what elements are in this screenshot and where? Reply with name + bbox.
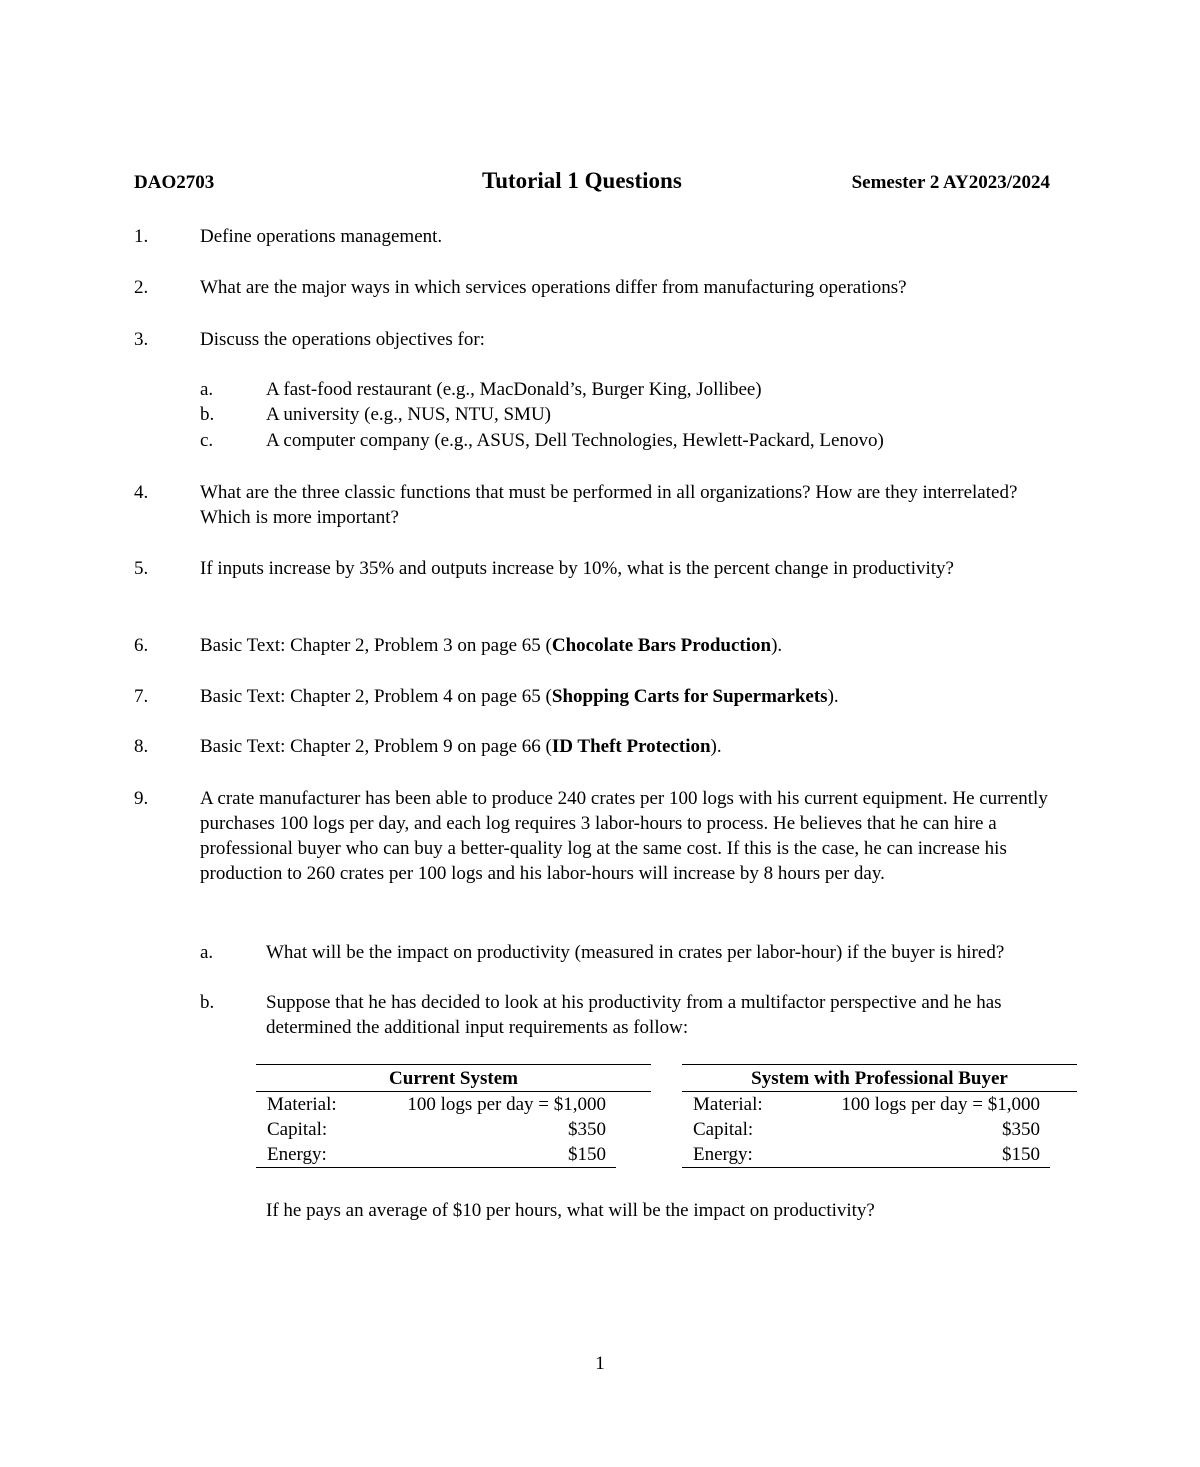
question-1 — [134, 224, 1074, 249]
row-value: $150 — [1002, 1144, 1040, 1165]
question-6 — [134, 633, 1074, 658]
question-number: 5. — [134, 558, 149, 579]
question-text — [200, 633, 1070, 658]
question-text-prefix: Basic Text: Chapter 2, Problem 3 on page 65 ( — [200, 635, 552, 656]
question-3b — [200, 402, 1080, 427]
question-number: 7. — [134, 686, 149, 707]
problem-title: Shopping Carts for Supermarkets — [551, 686, 828, 707]
row-value: $350 — [568, 1119, 606, 1140]
closing-question: If he pays an average of $10 per hours, what will be the impact on productivity? — [266, 1200, 875, 1221]
sub-letter: b. — [200, 992, 215, 1013]
row-value: $350 — [1002, 1119, 1040, 1140]
question-3 — [134, 327, 1074, 352]
row-value: 100 logs per day = $1,000 — [407, 1094, 606, 1115]
table-row — [682, 1092, 1050, 1117]
question-number: 8. — [134, 736, 149, 757]
problem-title: ID Theft Protection — [551, 736, 711, 757]
question-4 — [134, 480, 1074, 530]
question-text: What are the major ways in which services operations differ from manufacturing operations? — [200, 277, 907, 298]
table-title: System with Professional Buyer — [682, 1064, 1077, 1092]
question-text-prefix: Basic Text: Chapter 2, Problem 9 on page 66 ( — [200, 736, 552, 757]
question-text-suffix: ). — [827, 686, 839, 707]
row-label: Material: — [267, 1094, 337, 1115]
question-7 — [134, 684, 1074, 709]
question-text-suffix: ). — [771, 635, 783, 656]
table-row — [682, 1142, 1050, 1168]
sub-text: A university (e.g., NUS, NTU, SMU) — [266, 404, 551, 425]
question-text-suffix: ). — [710, 736, 722, 757]
table-row — [682, 1117, 1050, 1142]
professional-buyer-table — [682, 1064, 1077, 1168]
question-5 — [134, 556, 1074, 581]
question-text-prefix: Basic Text: Chapter 2, Problem 4 on page 65 ( — [200, 686, 552, 707]
question-number: 6. — [134, 635, 149, 656]
question-text: Define operations management. — [200, 226, 443, 247]
row-label: Energy: — [267, 1144, 327, 1165]
question-number: 2. — [134, 277, 149, 298]
sub-text: What will be the impact on productivity (measured in crates per labor-hour) if the buyer is hired? — [266, 942, 1005, 963]
current-system-table — [256, 1064, 651, 1168]
question-number: 4. — [134, 482, 149, 503]
question-number: 1. — [134, 226, 149, 247]
question-9b — [200, 990, 1080, 1040]
question-text: Discuss the operations objectives for: — [200, 329, 485, 350]
sub-text: Suppose that he has decided to look at his productivity from a multifactor perspective and he has determined the additional input requirements as follow: — [266, 992, 1002, 1038]
sub-letter: a. — [200, 379, 214, 400]
question-2 — [134, 275, 1074, 300]
question-text — [200, 734, 1070, 759]
table-row — [256, 1142, 616, 1168]
page-title: Tutorial 1 Questions — [482, 168, 682, 193]
page-number: 1 — [595, 1353, 605, 1374]
row-value: 100 logs per day = $1,000 — [841, 1094, 1040, 1115]
question-text: What are the three classic functions that must be performed in all organizations? How are they interrelated? Which is more important? — [200, 482, 1018, 528]
table-row — [256, 1117, 616, 1142]
question-9 — [134, 786, 1074, 886]
row-label: Material: — [693, 1094, 763, 1115]
sub-letter: a. — [200, 942, 214, 963]
row-label: Capital: — [267, 1119, 328, 1140]
question-number: 3. — [134, 329, 149, 350]
question-3c — [200, 428, 1080, 453]
sub-text: A computer company (e.g., ASUS, Dell Technologies, Hewlett-Packard, Lenovo) — [266, 430, 884, 451]
problem-title: Chocolate Bars Production — [551, 635, 772, 656]
table-title: Current System — [256, 1064, 651, 1092]
semester-label: Semester 2 AY2023/2024 — [851, 172, 1050, 193]
sub-text: A fast-food restaurant (e.g., MacDonald’s, Burger King, Jollibee) — [266, 379, 762, 400]
table-row — [256, 1092, 616, 1117]
question-9a — [200, 940, 1080, 965]
document-header — [134, 168, 1050, 200]
row-value: $150 — [568, 1144, 606, 1165]
question-text — [200, 684, 1070, 709]
question-8 — [134, 734, 1074, 759]
question-number: 9. — [134, 788, 149, 809]
question-3a — [200, 377, 1080, 402]
question-text: A crate manufacturer has been able to produce 240 crates per 100 logs with his current equipment. He currently purchases 100 logs per day, and each log requires 3 labor-hours to process. He believes that he can hire a professional buyer who can buy a better-quality log at the same cost. If this is the case, he can increase his production to 260 crates per 100 logs and his labor-hours will increase by 8 hours per day. — [200, 788, 1048, 884]
sub-letter: c. — [200, 430, 214, 451]
row-label: Energy: — [693, 1144, 753, 1165]
course-code: DAO2703 — [134, 172, 215, 193]
sub-letter: b. — [200, 404, 215, 425]
question-text: If inputs increase by 35% and outputs increase by 10%, what is the percent change in productivity? — [200, 558, 954, 579]
row-label: Capital: — [693, 1119, 754, 1140]
